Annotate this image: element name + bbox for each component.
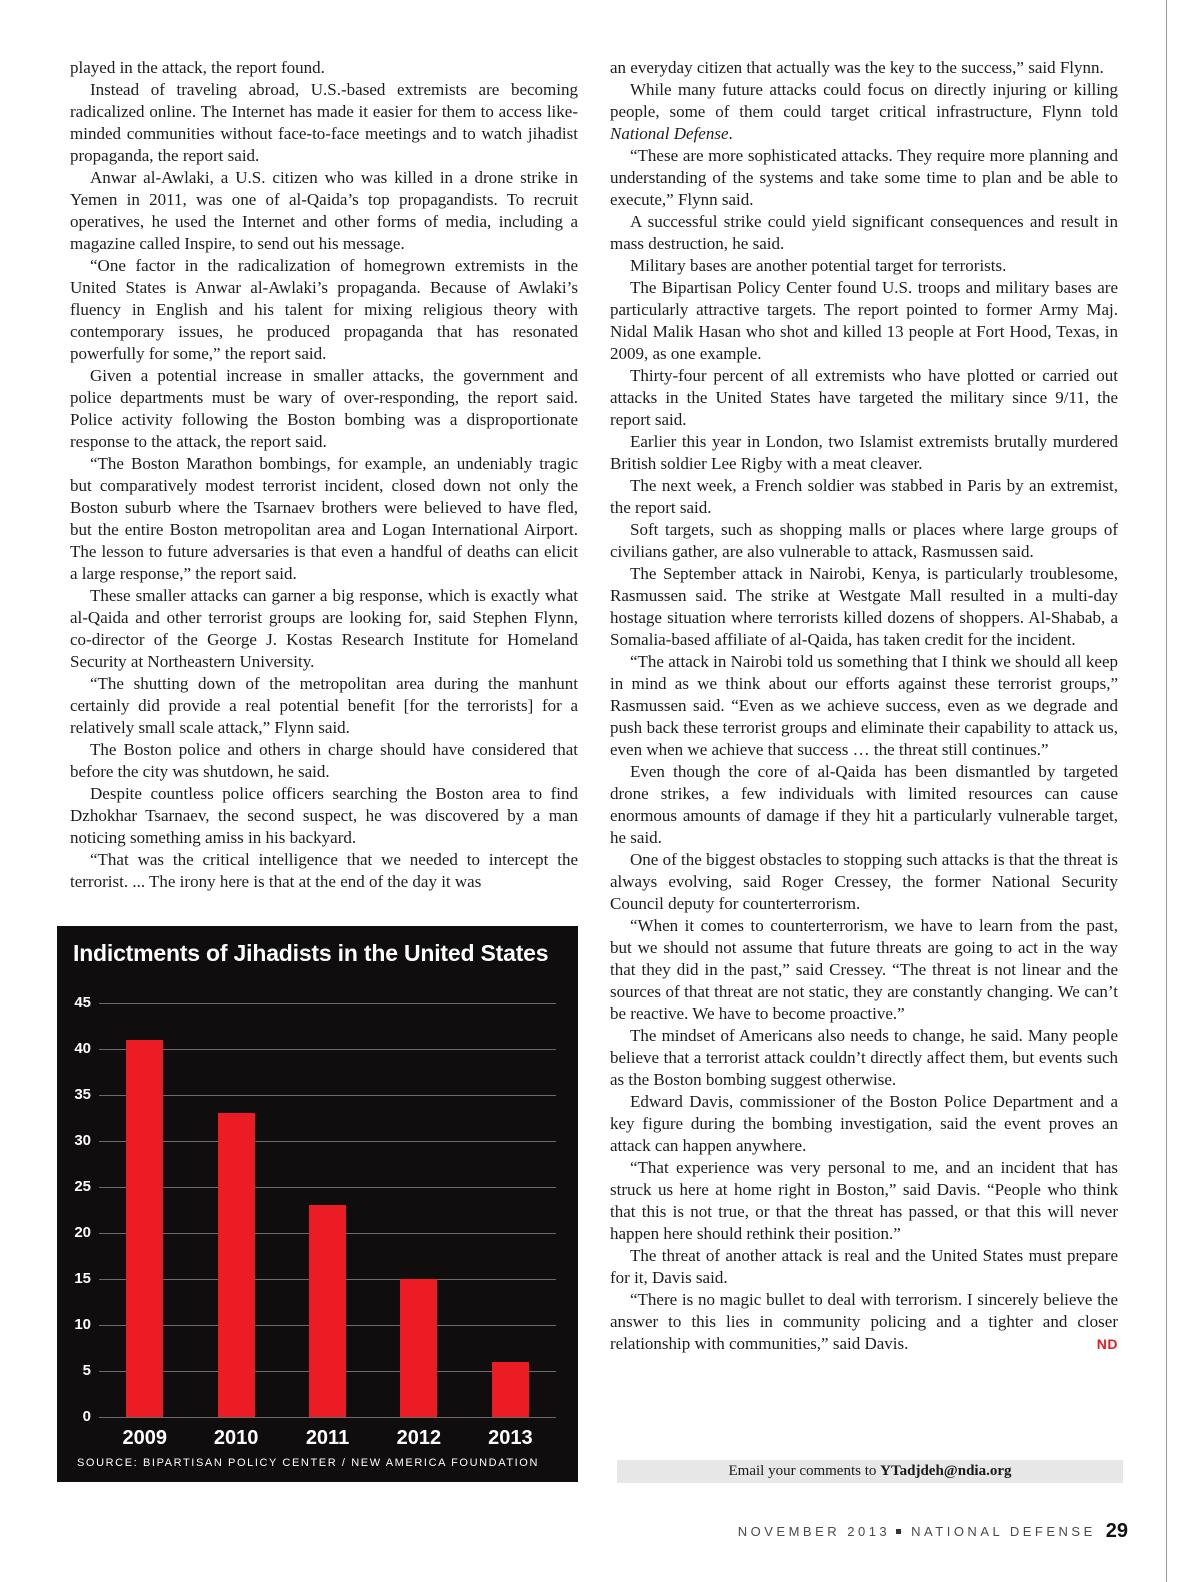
y-axis-tick-label: 5	[82, 1361, 91, 1379]
paragraph: These smaller attacks can garner a big response, which is exactly what al-Qaida and other terrorist groups are looking for, said Stephen Flynn, co-director of the George J. Kostas Research Institute for Homeland Security at Northeastern University.	[70, 586, 578, 671]
y-axis-tick-label: 25	[74, 1177, 91, 1195]
paragraph: Edward Davis, commissioner of the Boston Police Department and a key figure during the bombing investigation, said the event proves an attack can happen anywhere.	[610, 1092, 1118, 1155]
x-axis-labels	[99, 1427, 556, 1450]
email-bar-prefix: Email your comments to	[728, 1463, 881, 1479]
gridline	[99, 1049, 556, 1050]
email-address: YTadjdeh@ndia.org	[880, 1463, 1012, 1479]
paragraph: The mindset of Americans also needs to change, he said. Many people believe that a terrorist attack couldn’t directly affect them, but events such as the Boston bombing suggest otherwise.	[610, 1026, 1118, 1089]
paragraph: “The Boston Marathon bombings, for example, an undeniably tragic but comparatively modest terrorist incident, closed down not only the Boston suburb where the Tsarnaev brothers were believed to have fled, but the entire Boston metropolitan area and Logan International Airport. The lesson to future adversaries is that even a handful of deaths can elicit a large response,” the report said.	[70, 454, 578, 583]
x-axis-tick-label: 2010	[213, 1427, 259, 1449]
paragraph: Earlier this year in London, two Islamist extremists brutally murdered British soldier Lee Rigby with a meat cleaver.	[610, 432, 1118, 473]
paragraph: an everyday citizen that actually was the key to the success,” said Flynn.	[610, 58, 1104, 77]
paragraph: “The attack in Nairobi told us something that I think we should all keep in mind as we think about our efforts against these terrorist groups,” Rasmussen said. “Even as we achieve success, even as we degrade and push back these terrorist groups and eliminate their capability to attack us, even when we achieve that success … the threat still continues.”	[610, 652, 1118, 759]
paragraph: Given a potential increase in smaller attacks, the government and police departments must be wary of over-responding, the report said. Police activity following the Boston bombing was a disproportionate response to the attack, the report said.	[70, 366, 578, 451]
square-bullet-icon	[896, 1529, 901, 1534]
paragraph: “The shutting down of the metropolitan area during the manhunt certainly did provide a real potential benefit [for the terrorists] for a relatively small scale attack,” Flynn said.	[70, 674, 578, 737]
right-column	[610, 57, 1118, 1355]
paragraph: “That experience was very personal to me, and an incident that has struck us here at home right in Boston,” said Davis. “People who think that this is not true, or that the threat has passed, or that this will never happen here should rethink their position.”	[610, 1158, 1118, 1243]
gridline	[99, 1141, 556, 1142]
bar-2012	[400, 1279, 437, 1417]
footer-issue: NOVEMBER 2013	[737, 1524, 891, 1539]
chart	[57, 926, 578, 1482]
paragraph: The Bipartisan Policy Center found U.S. troops and military bases are particularly attractive targets. The report pointed to former Army Maj. Nidal Malik Hasan who shot and killed 13 people at Fort Hood, Texas, in 2009, as one example.	[610, 278, 1118, 363]
gridline	[99, 1095, 556, 1096]
y-axis-tick-label: 30	[74, 1131, 91, 1149]
paragraph: A successful strike could yield significant consequences and result in mass destruction, he said.	[610, 212, 1118, 253]
paragraph: Instead of traveling abroad, U.S.-based extremists are becoming radicalized online. The Internet has made it easier for them to access like-minded communities without face-to-face meetings and to watch jihadist propaganda, the report said.	[70, 80, 578, 165]
bar-2009	[126, 1040, 163, 1417]
y-axis-tick-label: 15	[74, 1269, 91, 1287]
gridline	[99, 1003, 556, 1004]
paragraph: Even though the core of al-Qaida has been dismantled by targeted drone strikes, a few individuals with limited resources can cause enormous amounts of damage if they hit a particularly vulnerable target, he said.	[610, 762, 1118, 847]
paragraph: The next week, a French soldier was stabbed in Paris by an extremist, the report said.	[610, 476, 1118, 517]
y-axis-tick-label: 20	[74, 1224, 91, 1241]
paragraph: The September attack in Nairobi, Kenya, is particularly troublesome, Rasmussen said. The strike at Westgate Mall resulted in a multi-day hostage situation where terrorists killed dozens of shoppers. Al-Shabab, a Somalia-based affiliate of al-Qaida, has taken credit for the incident.	[610, 564, 1118, 649]
chart-source: SOURCE: BIPARTISAN POLICY CENTER / NEW AMERICA FOUNDATION	[77, 1457, 539, 1469]
page-number: 29	[1105, 1520, 1128, 1542]
bar-2010	[218, 1113, 255, 1417]
y-axis-tick-label: 35	[74, 1085, 91, 1103]
y-axis-tick-label: 0	[82, 1408, 91, 1425]
end-mark: ND	[1096, 1336, 1118, 1352]
vertical-rule	[1166, 0, 1167, 1582]
paragraph: Military bases are another potential target for terrorists.	[630, 256, 1007, 275]
paragraph: played in the attack, the report found.	[70, 58, 325, 77]
paragraph: One of the biggest obstacles to stopping such attacks is that the threat is always evolving, said Roger Cressey, the former National Security Council deputy for counterterrorism.	[610, 850, 1118, 913]
y-axis-tick-label: 10	[74, 1316, 91, 1333]
paragraph: While many future attacks could focus on directly injuring or killing people, some of them could target critical infrastructure, Flynn told National Defense.	[610, 80, 1118, 143]
bar-2013	[492, 1362, 529, 1417]
left-column	[70, 57, 578, 893]
x-axis-tick-label: 2012	[396, 1427, 442, 1449]
gridline	[99, 1417, 556, 1418]
bar-2011	[309, 1205, 346, 1417]
x-axis-tick-label: 2011	[305, 1427, 350, 1449]
footer	[738, 1520, 1128, 1543]
email-bar	[617, 1460, 1123, 1483]
paragraph: Thirty-four percent of all extremists who have plotted or carried out attacks in the United States have targeted the military since 9/11, the report said.	[610, 366, 1118, 429]
paragraph: The Boston police and others in charge should have considered that before the city was shutdown, he said.	[70, 740, 578, 781]
gridline	[99, 1187, 556, 1188]
paragraph: Anwar al-Awlaki, a U.S. citizen who was killed in a drone strike in Yemen in 2011, was one of al-Qaida’s top propagandists. To recruit operatives, he used the Internet and other forms of media, including a magazine called Inspire, to send out his message.	[70, 168, 578, 253]
paragraph: “When it comes to counterterrorism, we have to learn from the past, but we should not assume that future threats are going to act in the way that they did in the past,” said Cressey. “The threat is not linear and the sources of that threat are not static, they are constantly changing. We can’t be reactive. We have to become proactive.”	[610, 916, 1118, 1023]
paragraph: Soft targets, such as shopping malls or places where large groups of civilians gather, are also vulnerable to attack, Rasmussen said.	[610, 520, 1118, 561]
paragraph: The threat of another attack is real and the United States must prepare for it, Davis said.	[610, 1246, 1118, 1287]
x-axis-tick-label: 2009	[122, 1427, 167, 1449]
footer-publication: NATIONAL DEFENSE	[911, 1524, 1096, 1539]
paragraph: Despite countless police officers searching the Boston area to find Dzhokhar Tsarnaev, the second suspect, he was discovered by a man noticing something amiss in his backyard.	[70, 784, 578, 847]
paragraph: “One factor in the radicalization of homegrown extremists in the United States is Anwar al-Awlaki’s propaganda. Because of Awlaki’s fluency in English and his talent for mixing religious theory with contemporary issues, he produced propaganda that has resonated powerfully for some,” the report said.	[70, 256, 578, 363]
y-axis-labels	[65, 994, 91, 1425]
x-axis-tick-label: 2013	[488, 1427, 533, 1449]
y-axis-tick-label: 40	[74, 1039, 91, 1057]
paragraph: “There is no magic bullet to deal with terrorism. I sincerely believe the answer to this lies in community policing and a tighter and closer relationship with communities,” said Davis. ND	[610, 1290, 1118, 1353]
chart-title: Indictments of Jihadists in the United States	[73, 940, 549, 966]
paragraph: “That was the critical intelligence that we needed to intercept the terrorist. ... The irony here is that at the end of the day it was	[70, 850, 578, 891]
y-axis-tick-label: 45	[74, 994, 91, 1011]
chart-plot-area	[99, 1003, 556, 1417]
paragraph: “These are more sophisticated attacks. They require more planning and understanding of the systems and take some time to plan and be able to execute,” Flynn said.	[610, 146, 1118, 209]
